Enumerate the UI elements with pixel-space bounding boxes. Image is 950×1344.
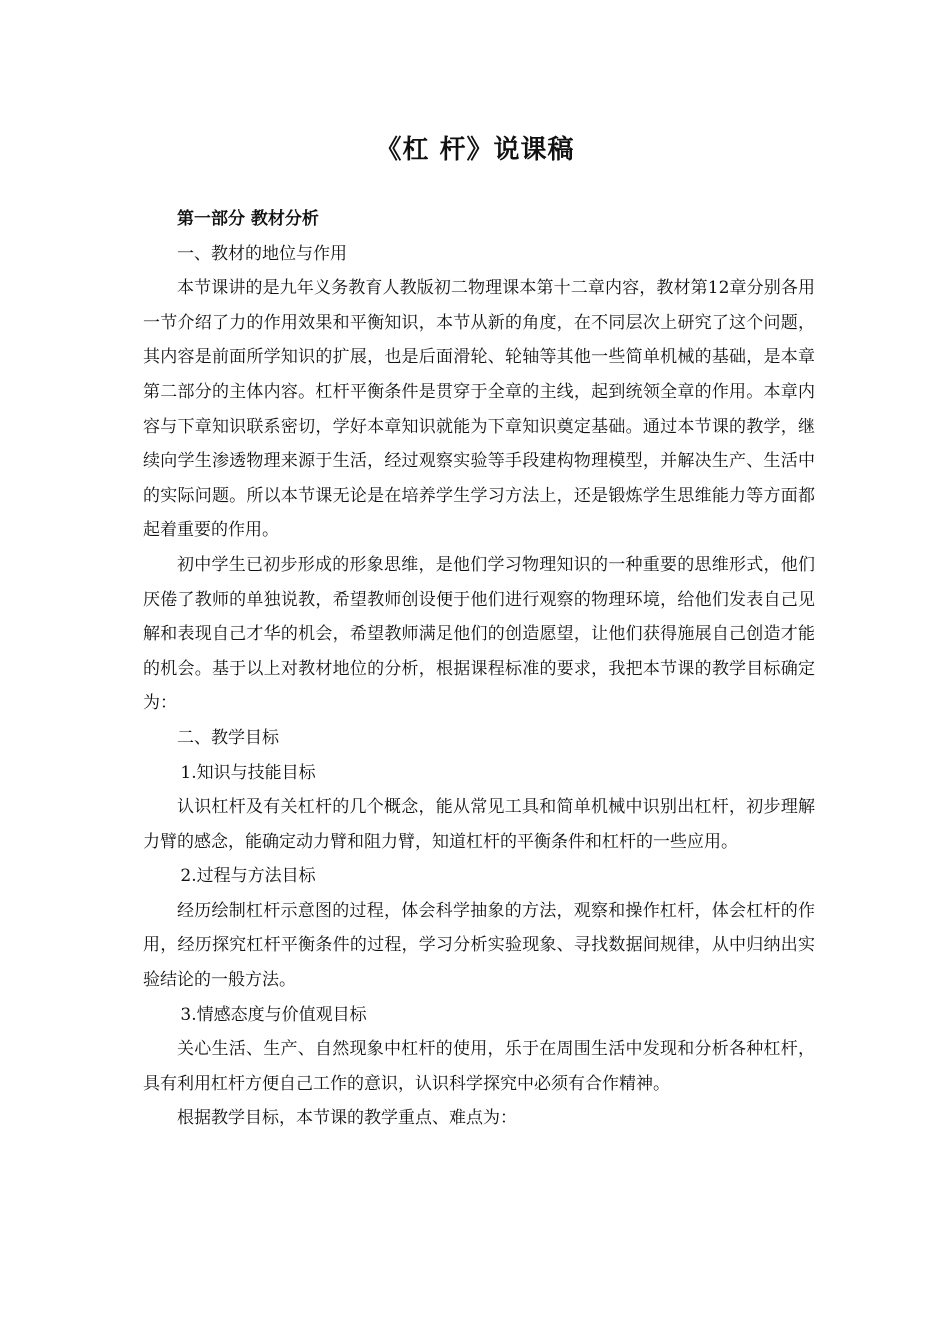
part-heading: 第一部分 教材分析 [177,209,319,229]
paragraph: 经历绘制杠杆示意图的过程，体会科学抽象的方法，观察和操作杠杆，体会杠杆的作用，经历探究杠杆平衡条件的过程，学习分析实验现象、寻找数据间规律，从中归纳出实验结论的一般方法。 [143,900,815,991]
paragraph: 根据教学目标，本节课的教学重点、难点为： [177,1108,517,1129]
paragraph: 本节课讲的是九年义务教育人教版初二物理课本第十二章内容，教材第12章分别各用一节介绍了力的作用效果和平衡知识，本节从新的角度，在不同层次上研究了这个问题，其内容是前面所学知识的扩展，也是后面滑轮、轮轴等其他一些简单机械的基础，是本章第二部分的主体内容。杠杆平衡条件是贯穿于全章的主线，起到统领全章的作用。本章内容与下章知识联系密切，学好本章知识就能为下章知识奠定基础。通过本节课的教学，继续向学生渗透物理来源于生活，经过观察实验等手段建构物理模型，并解决生产、生活中的实际问题。所以本节课无论是在培养学生学习方法上，还是锻炼学生思维能力等方面都起着重要的作用。 [143,278,815,541]
paragraph: 关心生活、生产、自然现象中杠杆的使用，乐于在周围生活中发现和分析各种杠杆，具有利用杠杆方便自己工作的意识，认识科学探究中必须有合作精神。 [143,1039,815,1094]
document-title: 《杠 杆》说课稿 [375,135,575,165]
paragraph: 初中学生已初步形成的形象思维，是他们学习物理知识的一种重要的思维形式，他们厌倦了教师的单独说教，希望教师创设便于他们进行观察的物理环境，给他们发表自己见解和表现自己才华的机会，希望教师满足他们的创造愿望，让他们获得施展自己创造才能的机会。基于以上对教材地位的分析，根据课程标准的要求，我把本节课的教学目标确定为： [143,554,815,714]
subsection-heading: 1.知识与技能目标 [180,762,316,783]
subsection-heading: 2.过程与方法目标 [180,866,316,887]
subsection-heading: 3.情感态度与价值观目标 [180,1004,367,1025]
section-heading: 一、教材的地位与作用 [177,243,347,264]
document-body [143,202,815,1136]
section-heading: 二、教学目标 [177,727,279,748]
paragraph: 认识杠杆及有关杠杆的几个概念，能从常见工具和简单机械中识别出杠杆，初步理解力臂的感念，能确定动力臂和阻力臂，知道杠杆的平衡条件和杠杆的一些应用。 [143,797,815,852]
